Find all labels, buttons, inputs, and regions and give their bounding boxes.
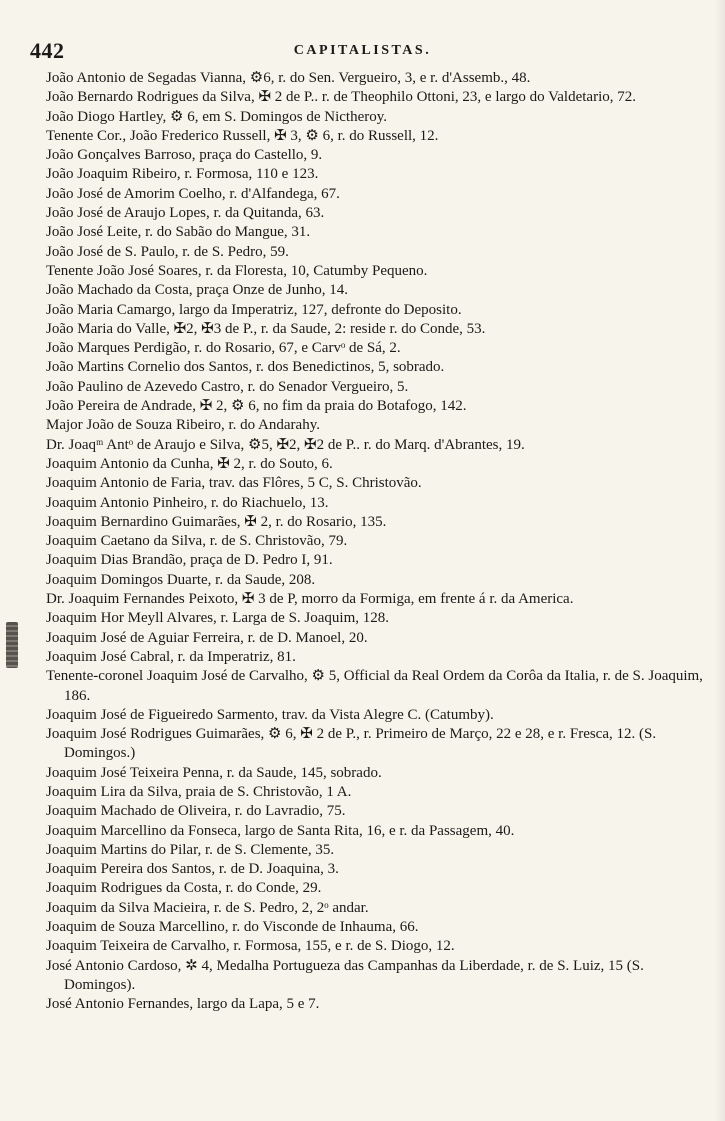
scan-artifact-mark bbox=[6, 622, 18, 668]
page-edge-shadow bbox=[715, 0, 725, 1121]
directory-entry: Joaquim José Cabral, r. da Imperatriz, 81. bbox=[46, 648, 296, 665]
directory-entry: Tenente Cor., João Frederico Russell, ✠ 3, ⚙ 6, r. do Russell, 12. bbox=[46, 127, 439, 144]
directory-entry: João Antonio de Segadas Vianna, ⚙6, r. do Sen. Vergueiro, 3, e r. d'Assemb., 48. bbox=[46, 70, 531, 86]
directory-entry: Dr. Joaquim Fernandes Peixoto, ✠ 3 de P, morro da Formiga, em frente á r. da America. bbox=[46, 591, 574, 608]
directory-entry: Joaquim Hor Meyll Alvares, r. Larga de S. Joaquim, 128. bbox=[46, 610, 390, 627]
directory-entry: João Gonçalves Barroso, praça do Castello, 9. bbox=[46, 147, 323, 164]
directory-entry: Joaquim Bernardino Guimarães, ✠ 2, r. do Rosario, 135. bbox=[46, 513, 387, 530]
page-header bbox=[30, 38, 695, 64]
directory-entry: João José de S. Paulo, r. de S. Pedro, 59. bbox=[46, 243, 289, 260]
directory-entry: Joaquim José de Figueiredo Sarmento, trav. da Vista Alegre C. (Catumby). bbox=[46, 706, 494, 723]
directory-entry: Joaquim José de Aguiar Ferreira, r. de D. Manoel, 20. bbox=[46, 629, 368, 646]
directory-entry: Joaquim José Teixeira Penna, r. da Saude, 145, sobrado. bbox=[46, 764, 382, 781]
running-title: CAPITALISTAS. bbox=[293, 43, 432, 58]
directory-entry: João Maria do Valle, ✠2, ✠3 de P., r. da Saude, 2: reside r. do Conde, 53. bbox=[46, 320, 486, 337]
directory-entry: Joaquim Antonio Pinheiro, r. do Riachuelo, 13. bbox=[46, 494, 329, 511]
directory-entry: João Paulino de Azevedo Castro, r. do Senador Vergueiro, 5. bbox=[46, 378, 409, 395]
directory-entry: João Bernardo Rodrigues da Silva, ✠ 2 de P.. r. de Theophilo Ottoni, 23, e largo do Valdetario, 72. bbox=[46, 89, 636, 106]
directory-entry: José Antonio Fernandes, largo da Lapa, 5 e 7. bbox=[46, 996, 320, 1013]
directory-entry: Major João de Souza Ribeiro, r. do Andarahy. bbox=[46, 417, 320, 434]
directory-entry: Joaquim Pereira dos Santos, r. de D. Joaquina, 3. bbox=[46, 861, 339, 878]
directory-entry: José Antonio Cardoso, ✲ 4, Medalha Portugueza das Campanhas da Liberdade, r. de S. Luiz, 15 (S. Domingos). bbox=[46, 957, 644, 993]
page-number: 442 bbox=[30, 38, 65, 63]
directory-entry: João José de Araujo Lopes, r. da Quitanda, 63. bbox=[46, 205, 325, 222]
directory-entry: Joaquim Martins do Pilar, r. de S. Clemente, 35. bbox=[46, 841, 335, 858]
directory-entry: Joaquim Antonio da Cunha, ✠ 2, r. do Souto, 6. bbox=[46, 455, 333, 472]
directory-entry: Joaquim Machado de Oliveira, r. do Lavradio, 75. bbox=[46, 803, 346, 820]
directory-entry: Joaquim José Rodrigues Guimarães, ⚙ 6, ✠ 2 de P., r. Primeiro de Março, 22 e 28, e r. Fresca, 12. (S. Domingos.) bbox=[46, 726, 657, 762]
directory-entry: João Diogo Hartley, ⚙ 6, em S. Domingos de Nictheroy. bbox=[46, 108, 388, 125]
directory-entry: Joaquim Caetano da Silva, r. de S. Christovão, 79. bbox=[46, 533, 348, 550]
directory-entry: Joaquim Antonio de Faria, trav. das Flôres, 5 C, S. Christovão. bbox=[46, 475, 422, 492]
directory-entry: João Martins Cornelio dos Santos, r. dos Benedictinos, 5, sobrado. bbox=[46, 359, 445, 376]
directory-entry: João José Leite, r. do Sabão do Mangue, 31. bbox=[46, 224, 311, 241]
directory-entry: Joaquim Domingos Duarte, r. da Saude, 208. bbox=[46, 571, 316, 588]
directory-entry: Joaquim Teixeira de Carvalho, r. Formosa, 155, e r. de S. Diogo, 12. bbox=[46, 938, 455, 955]
directory-entry: Joaquim de Souza Marcellino, r. do Visconde de Inhauma, 66. bbox=[46, 919, 419, 936]
directory-entry: João José de Amorim Coelho, r. d'Alfandega, 67. bbox=[46, 185, 340, 202]
directory-entry: Joaquim Marcellino da Fonseca, largo de Santa Rita, 16, e r. da Passagem, 40. bbox=[46, 822, 515, 839]
directory-entry: Joaquim Rodrigues da Costa, r. do Conde, 29. bbox=[46, 880, 322, 897]
directory-entry: Dr. Joaqᵐ Antᵒ de Araujo e Silva, ⚙5, ✠2, ✠2 de P.. r. do Marq. d'Abrantes, 19. bbox=[46, 436, 525, 453]
directory-entry: João Joaquim Ribeiro, r. Formosa, 110 e 123. bbox=[46, 166, 319, 183]
directory-entry: João Machado da Costa, praça Onze de Junho, 14. bbox=[46, 282, 348, 299]
directory-entry: João Pereira de Andrade, ✠ 2, ⚙ 6, no fim da praia do Botafogo, 142. bbox=[46, 398, 467, 415]
directory-entry: Joaquim Lira da Silva, praia de S. Christovão, 1 A. bbox=[46, 783, 352, 800]
directory-entry: João Maria Camargo, largo da Imperatriz, 127, defronte do Deposito. bbox=[46, 301, 462, 318]
directory-entries bbox=[46, 69, 717, 1015]
directory-entry: João Marques Perdigão, r. do Rosario, 67, e Carvᵒ de Sá, 2. bbox=[46, 340, 401, 357]
directory-entry: Tenente-coronel Joaquim José de Carvalho, ⚙ 5, Official da Real Ordem da Corôa da Italia, r. de S. Joaquim, 186. bbox=[46, 668, 703, 704]
directory-entry: Tenente João José Soares, r. da Floresta, 10, Catumby Pequeno. bbox=[46, 262, 428, 279]
directory-entry: Joaquim Dias Brandão, praça de D. Pedro I, 91. bbox=[46, 552, 333, 569]
directory-entry: Joaquim da Silva Macieira, r. de S. Pedro, 2, 2ᵒ andar. bbox=[46, 899, 369, 916]
